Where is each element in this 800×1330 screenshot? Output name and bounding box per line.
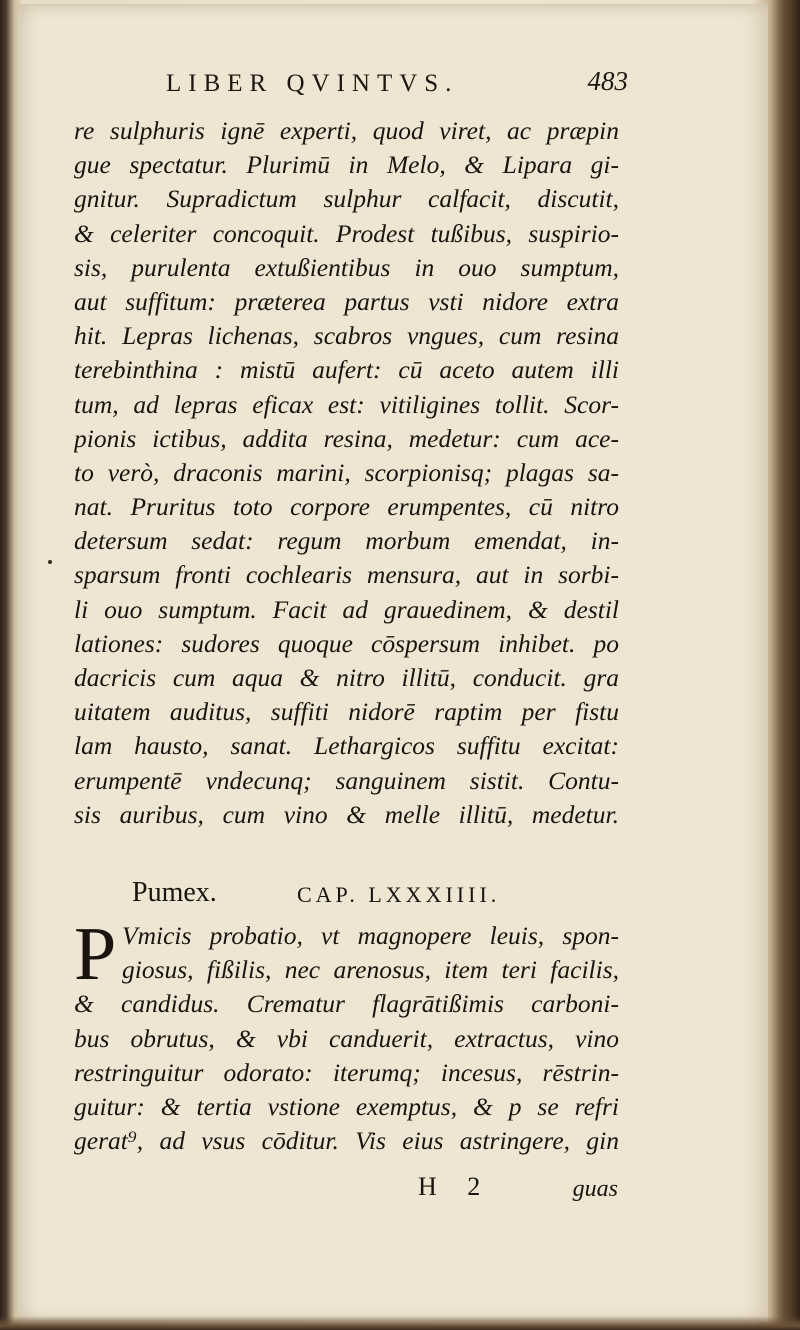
text-line: nat. Pruritus toto corpore erumpentes, cū nitro xyxy=(74,492,619,522)
body-text xyxy=(74,114,619,832)
text-line: sis, purulenta extußientibus in ouo sumptum, xyxy=(74,252,619,282)
margin-dot xyxy=(48,560,52,564)
text-line: erumpentē vndecunq; sanguinem sistit. Contu- xyxy=(74,765,619,795)
chapter-text xyxy=(74,912,619,1158)
text-line: bus obrutus, & vbi canduerit, extractus, vino xyxy=(74,1023,619,1053)
text-line: detersum sedat: regum morbum emendat, in- xyxy=(74,526,619,556)
text-line: dacricis cum aqua & nitro illitū, conducit. gra xyxy=(74,663,619,692)
running-head: LIBER QVINTVS. xyxy=(166,70,459,97)
text-line: guitur: & tertia vstione exemptus, & p se refri xyxy=(74,1091,619,1121)
page-number: 483 xyxy=(587,66,628,96)
text-line: giosus, fißilis, nec arenosus, item teri facilis, xyxy=(122,955,619,985)
chapter-heading xyxy=(132,877,652,917)
page-footer xyxy=(418,1172,618,1208)
signature-mark: H 2 xyxy=(418,1172,493,1201)
book-fore-edge xyxy=(770,0,800,1330)
text-line: gnitur. Supradictum sulphur calfacit, discutit, xyxy=(74,184,619,214)
text-line: tum, ad lepras eficax est: vitiligines tollit. Scor- xyxy=(74,389,619,419)
text-line: terebinthina : mistū aufert: cū aceto autem illi xyxy=(74,355,619,385)
text-line: lam hausto, sanat. Lethargicos suffitu excitat: xyxy=(74,731,619,761)
chapter-title: Pumex. xyxy=(132,877,217,908)
text-line: to verò, draconis marini, scorpionisq; plagas sa- xyxy=(74,457,619,487)
text-line: sparsum fronti cochlearis mensura, aut in sorbi- xyxy=(74,560,619,590)
text-line: re sulphuris ignē experti, quod viret, ac præpin xyxy=(74,116,619,145)
page-header xyxy=(158,66,638,106)
text-line: & celeriter concoquit. Prodest tußibus, suspirio- xyxy=(74,218,619,248)
text-line: hit. Lepras lichenas, scabros vngues, cum resina xyxy=(74,321,619,351)
catchword: guas xyxy=(572,1176,618,1202)
text-line: pionis ictibus, addita resina, medetur: cum ace- xyxy=(74,423,619,453)
text-line: lationes: sudores quoque cōspersum inhibet. po xyxy=(74,628,619,658)
text-line: Vmicis probatio, vt magnopere leuis, spon- xyxy=(122,921,619,950)
text-line: uitatem auditus, suffiti nidorē raptim per fistu xyxy=(74,697,619,727)
text-line: li ouo sumptum. Facit ad grauedinem, & destil xyxy=(74,594,619,624)
book-bottom-edge xyxy=(0,1316,800,1330)
text-line: & candidus. Crematur flagrātißimis carboni- xyxy=(74,989,619,1019)
text-line: gerat⁹, ad vsus cōditur. Vis eius astringere, gin xyxy=(74,1126,619,1156)
text-line: restringuitur odorato: iterumq; incesus, rēstrin- xyxy=(74,1057,619,1087)
drop-capital: P xyxy=(74,912,117,996)
text-line: sis auribus, cum vino & melle illitū, medetur. xyxy=(74,799,619,829)
chapter-number: CAP. LXXXIIII. xyxy=(297,882,501,907)
book-page xyxy=(18,4,768,1322)
text-line: gue spectatur. Plurimū in Melo, & Lipara gi- xyxy=(74,150,619,180)
text-line: aut suffitum: præterea partus vsti nidore extra xyxy=(74,286,619,316)
